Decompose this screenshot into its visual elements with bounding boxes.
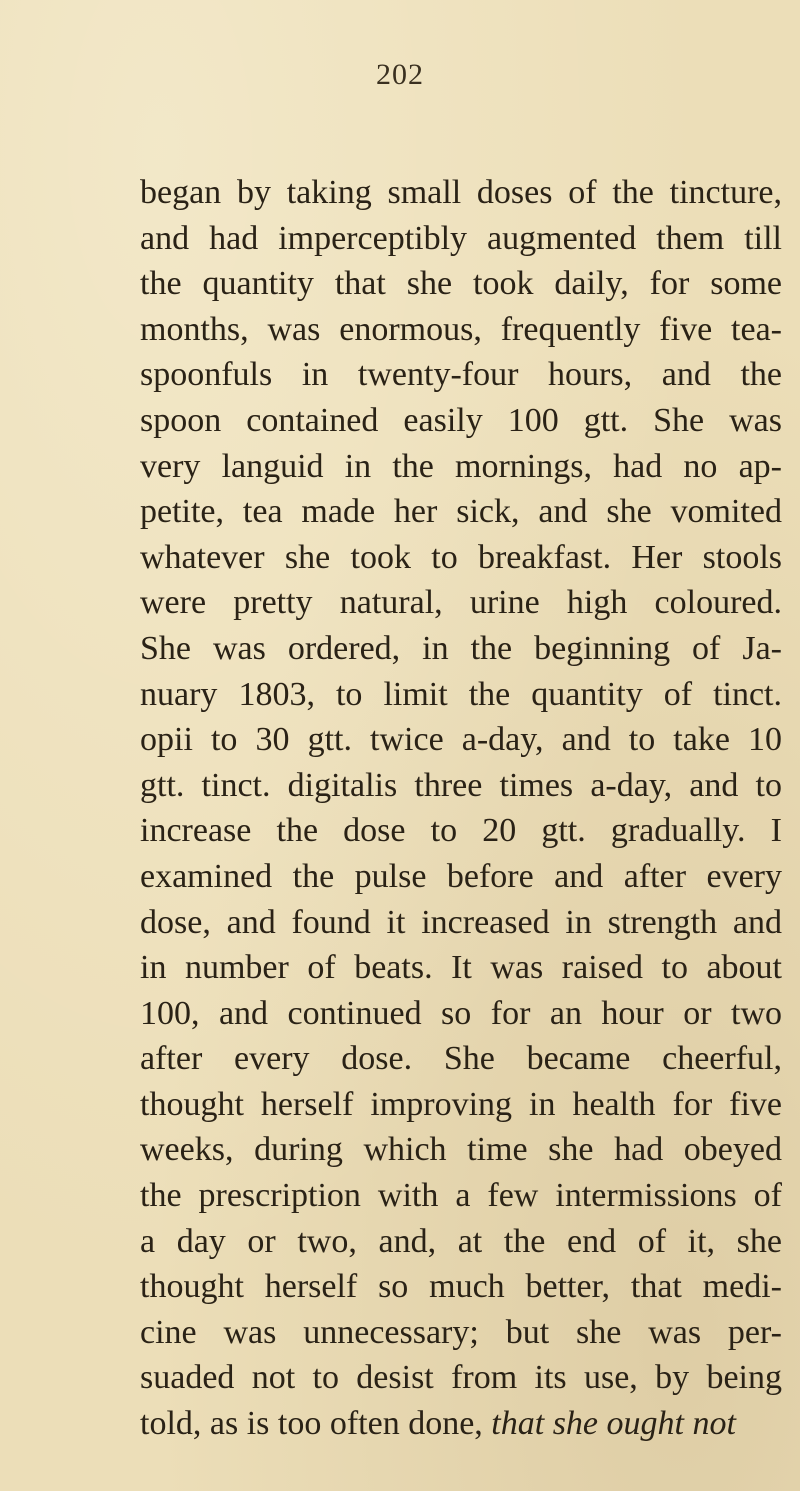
text-line: spoonfuls in twenty-four hours, and the <box>140 356 782 394</box>
text-line: dose, and found it increased in strength and <box>140 903 782 941</box>
text-line: increase the dose to 20 gtt. gradually. I <box>140 812 782 850</box>
text-line: suaded not to desist from its use, by being <box>140 1359 782 1397</box>
text-line: and had imperceptibly augmented them till <box>140 219 782 257</box>
text-line: weeks, during which time she had obeyed <box>140 1131 782 1169</box>
text-line: a day or two, and, at the end of it, she <box>140 1222 782 1260</box>
page-number: 202 <box>376 58 424 91</box>
text-line-last <box>140 1401 782 1447</box>
text-line: thought herself improving in health for five <box>140 1085 782 1123</box>
text-line: She was ordered, in the beginning of Ja- <box>140 629 782 667</box>
body-text <box>140 170 782 1447</box>
text-line: very languid in the mornings, had no ap- <box>140 447 782 485</box>
text-line: examined the pulse before and after every <box>140 857 782 895</box>
text-line: after every dose. She became cheerful, <box>140 1040 782 1078</box>
text-line: began by taking small doses of the tincture, <box>140 174 782 211</box>
text-line: were pretty natural, urine high coloured. <box>140 584 782 622</box>
text-line: the quantity that she took daily, for some <box>140 265 782 303</box>
text-line: the prescription with a few intermissions of <box>140 1177 782 1215</box>
text-line: petite, tea made her sick, and she vomited <box>140 493 782 531</box>
last-line-italic: that she ought not <box>491 1405 736 1443</box>
text-line: spoon contained easily 100 gtt. She was <box>140 401 782 439</box>
last-line-roman: told, as is too often done, <box>140 1405 492 1443</box>
text-line: opii to 30 gtt. twice a-day, and to take 10 <box>140 721 782 759</box>
text-line: in number of beats. It was raised to about <box>140 949 782 987</box>
text-line: nuary 1803, to limit the quantity of tinct. <box>140 675 782 713</box>
text-line: gtt. tinct. digitalis three times a-day, and to <box>140 766 782 804</box>
text-line: months, was enormous, frequently five tea- <box>140 310 782 348</box>
text-line: 100, and continued so for an hour or two <box>140 994 782 1032</box>
text-line: thought herself so much better, that medi- <box>140 1268 782 1306</box>
text-line: cine was unnecessary; but she was per- <box>140 1313 782 1351</box>
text-line: whatever she took to breakfast. Her stools <box>140 538 782 576</box>
